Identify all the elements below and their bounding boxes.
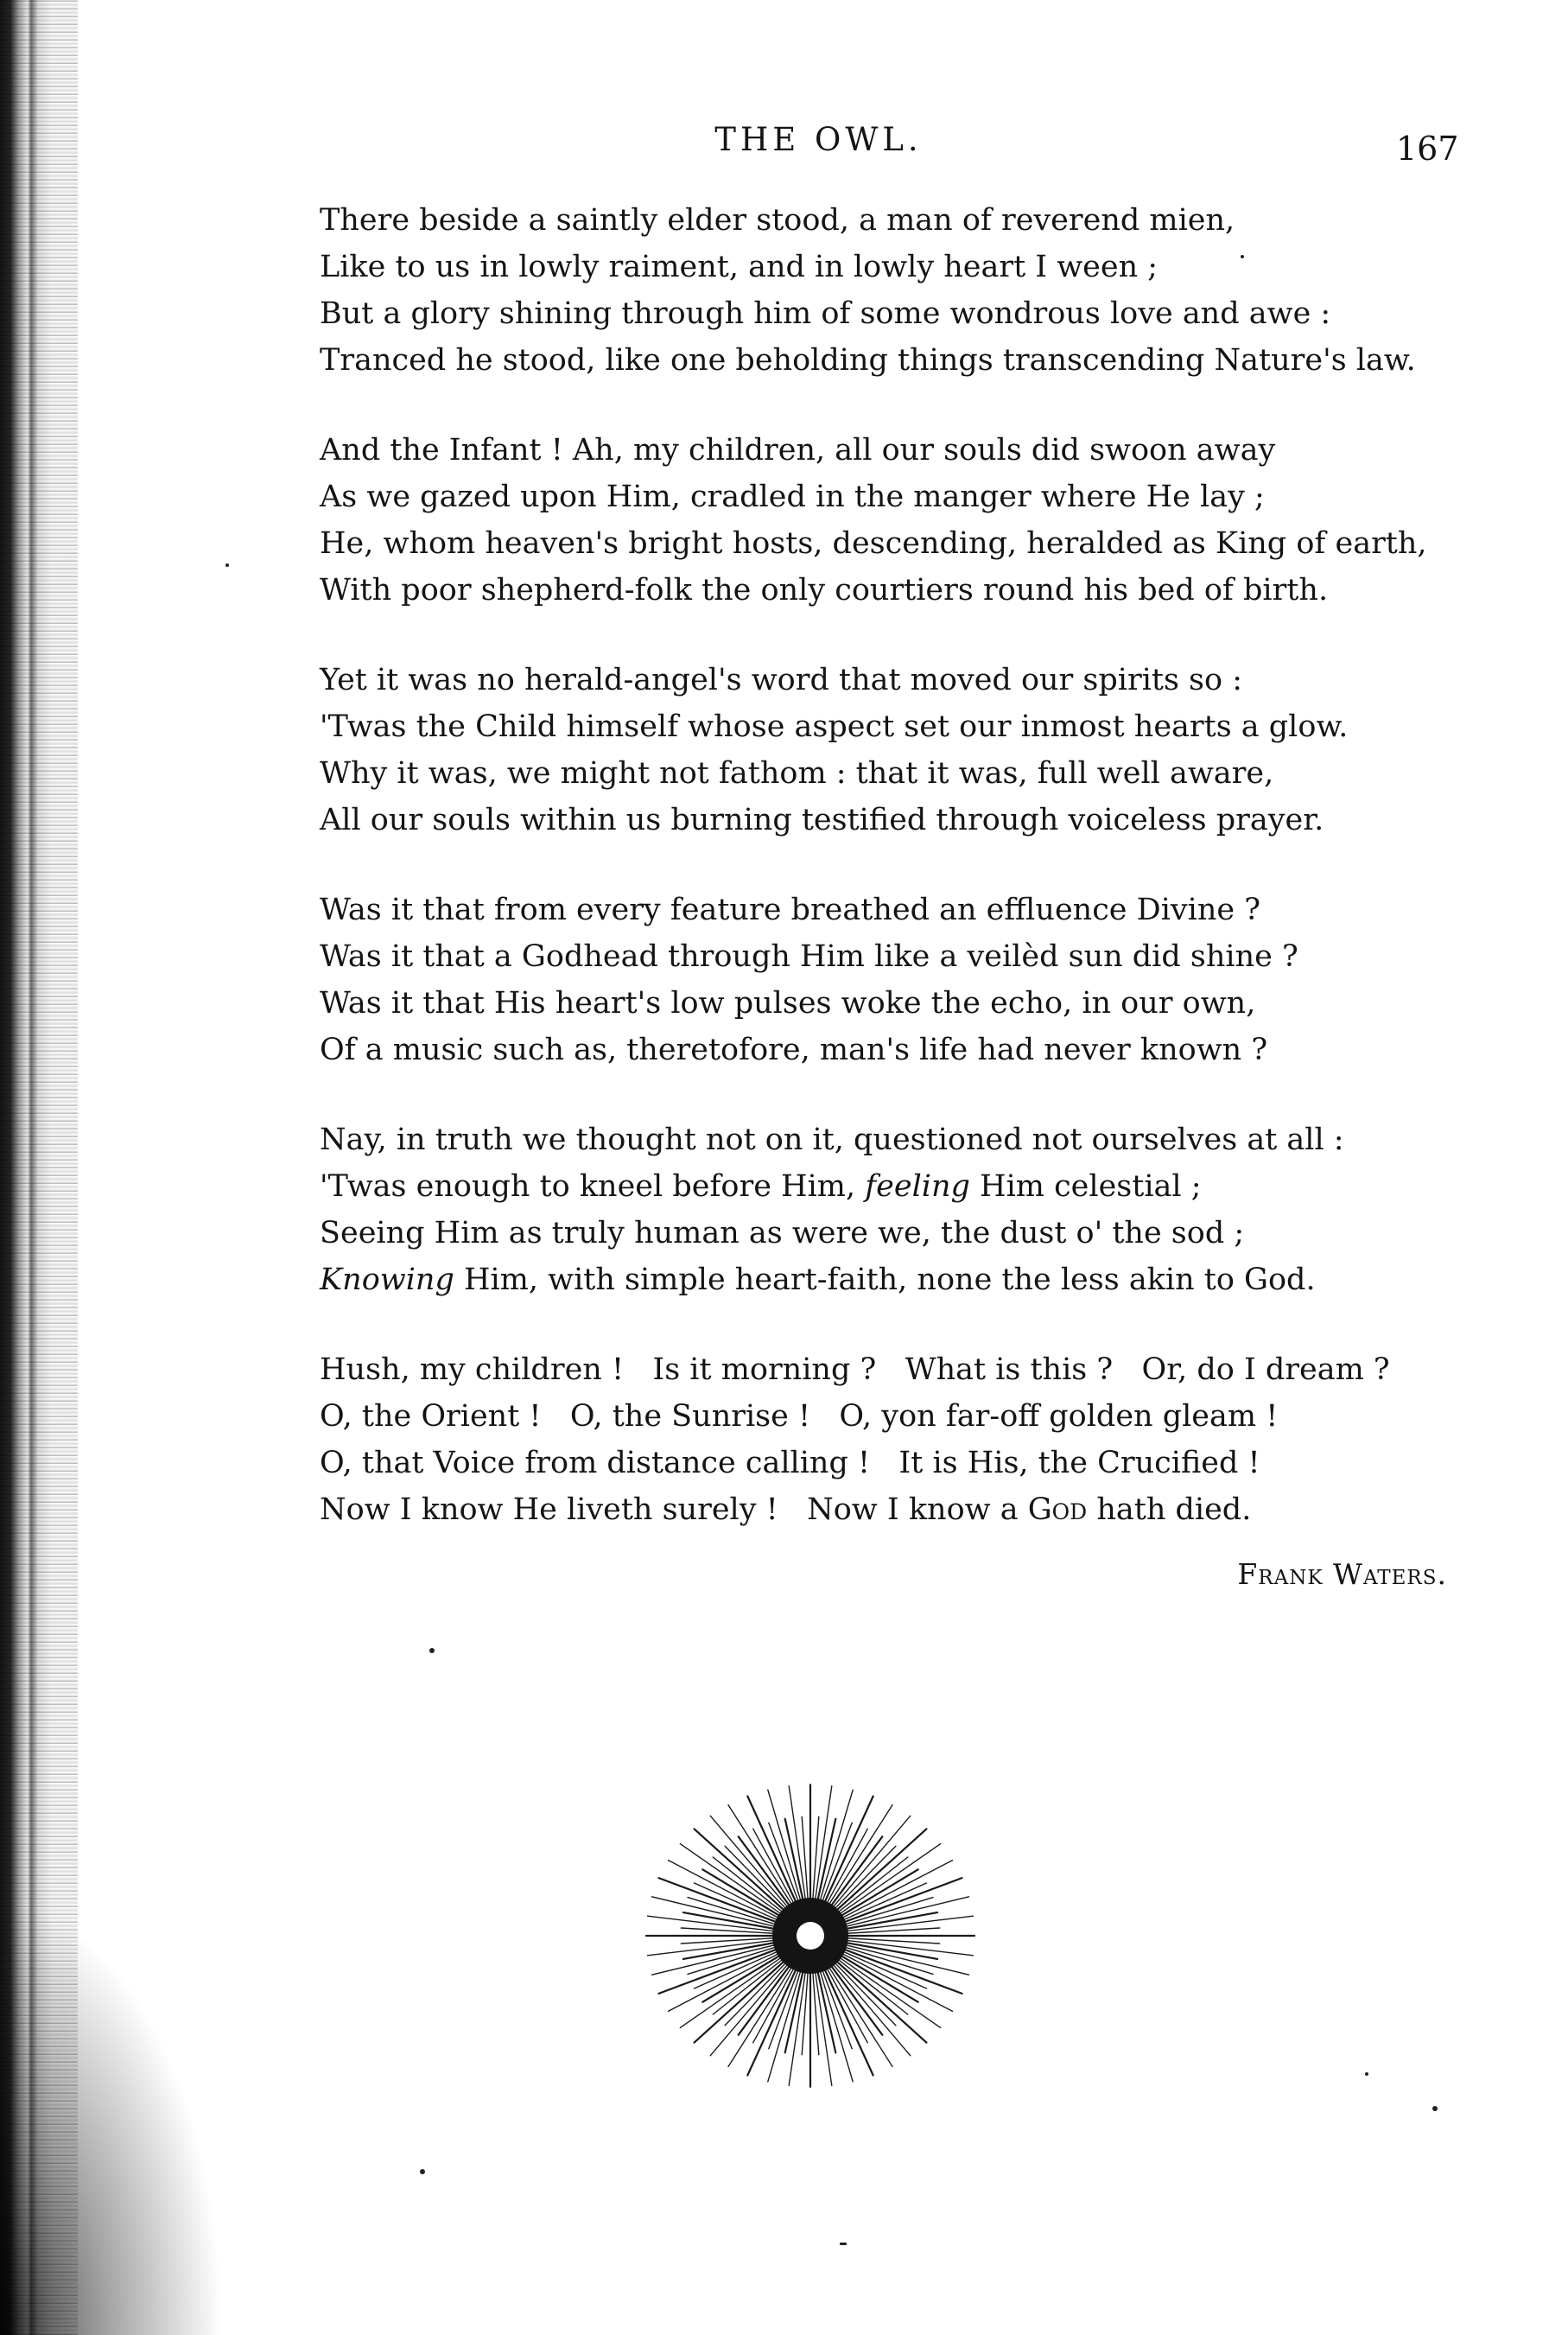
poem-line: There beside a saintly elder stood, a man of reverend mien, [320, 203, 1235, 238]
poem-line [320, 1163, 1443, 1210]
sunburst-ray [832, 1869, 918, 1921]
poem-line: Hush, my children ! Is it morning ? What is this ? Or, do I dream ? [320, 1352, 1390, 1387]
poem-line [320, 1486, 1443, 1533]
line-text: hath died. [1087, 1492, 1252, 1527]
author-signature: Frank Waters. [1237, 1557, 1447, 1591]
sunburst-light-center [797, 1922, 824, 1950]
poem-body [320, 197, 1443, 1576]
poem-line: Nay, in truth we thought not on it, questioned not ourselves at all : [320, 1123, 1344, 1157]
poem-line: With poor shepherd-folk the only courtiers round his bed of birth. [320, 573, 1329, 608]
poem-line: Why it was, we might not fathom : that it was, full well aware, [320, 756, 1274, 791]
running-title: THE OWL. [714, 121, 923, 158]
sunburst-ray [832, 1950, 918, 2002]
page-corner-shadow [0, 1901, 225, 2335]
line-text: Now I know He liveth surely ! Now I know a [320, 1492, 1028, 1527]
smallcaps-word: God [1027, 1492, 1088, 1527]
poem-line: Of a music such as, theretofore, man's life had never known ? [320, 1033, 1268, 1067]
scan-speck [840, 2243, 847, 2245]
stanza [320, 197, 1443, 384]
poem-line: O, that Voice from distance calling ! It is His, the Crucified ! [320, 1446, 1260, 1480]
poem-line: Was it that a Godhead through Him like a veilèd sun did shine ? [320, 939, 1298, 974]
scan-speck [420, 2169, 425, 2174]
line-text: 'Twas enough to kneel before Him, [320, 1169, 866, 1204]
sunburst-ornament-icon [638, 1763, 983, 2109]
poem-line: As we gazed upon Him, cradled in the manger where He lay ; [320, 480, 1265, 514]
poem-line: O, the Orient ! O, the Sunrise ! O, yon far-off golden gleam ! [320, 1399, 1279, 1434]
poem-line: All our souls within us burning testified through voiceless prayer. [320, 803, 1324, 837]
poem-line [320, 1257, 1443, 1303]
poem-line: Was it that His heart's low pulses woke the echo, in our own, [320, 986, 1256, 1021]
scan-speck [1432, 2106, 1438, 2111]
italic-word: feeling [865, 1169, 970, 1204]
scan-speck [225, 563, 229, 567]
page-number: 167 [1396, 130, 1459, 168]
line-text: Him celestial ; [969, 1169, 1202, 1204]
scan-speck [429, 1648, 435, 1653]
stanza [320, 657, 1443, 843]
scan-speck [1241, 255, 1244, 258]
poem-line: And the Infant ! Ah, my children, all our souls did swoon away [320, 433, 1276, 468]
stanza [320, 887, 1443, 1073]
sunburst-ray [702, 1950, 789, 2002]
poem-line: Like to us in lowly raiment, and in lowly heart I ween ; [320, 250, 1159, 284]
poem-line: But a glory shining through him of some wondrous love and awe : [320, 296, 1331, 331]
poem-line: Yet it was no herald-angel's word that moved our spirits so : [320, 663, 1242, 697]
stanza [320, 1346, 1443, 1533]
sunburst-ray [831, 1951, 941, 2027]
poem-line: Tranced he stood, like one beholding things transcending Nature's law. [320, 343, 1416, 378]
sunburst-ray [680, 1844, 790, 1920]
sunburst-ray [831, 1844, 941, 1920]
poem-line: 'Twas the Child himself whose aspect set our inmost hearts a glow. [320, 709, 1349, 744]
poem-line: He, whom heaven's bright hosts, descending, heralded as King of earth, [320, 526, 1427, 561]
stanza [320, 427, 1443, 614]
sunburst-ray [702, 1869, 789, 1921]
sunburst-ray [680, 1951, 790, 2027]
line-text: Him, with simple heart-faith, none the less akin to God. [454, 1263, 1316, 1297]
italic-word: Knowing [320, 1263, 454, 1297]
poem-line: Was it that from every feature breathed an effluence Divine ? [320, 893, 1261, 927]
stanza [320, 1117, 1443, 1303]
scan-speck [1365, 2072, 1368, 2076]
poem-line: Seeing Him as truly human as were we, the dust o' the sod ; [320, 1216, 1245, 1250]
